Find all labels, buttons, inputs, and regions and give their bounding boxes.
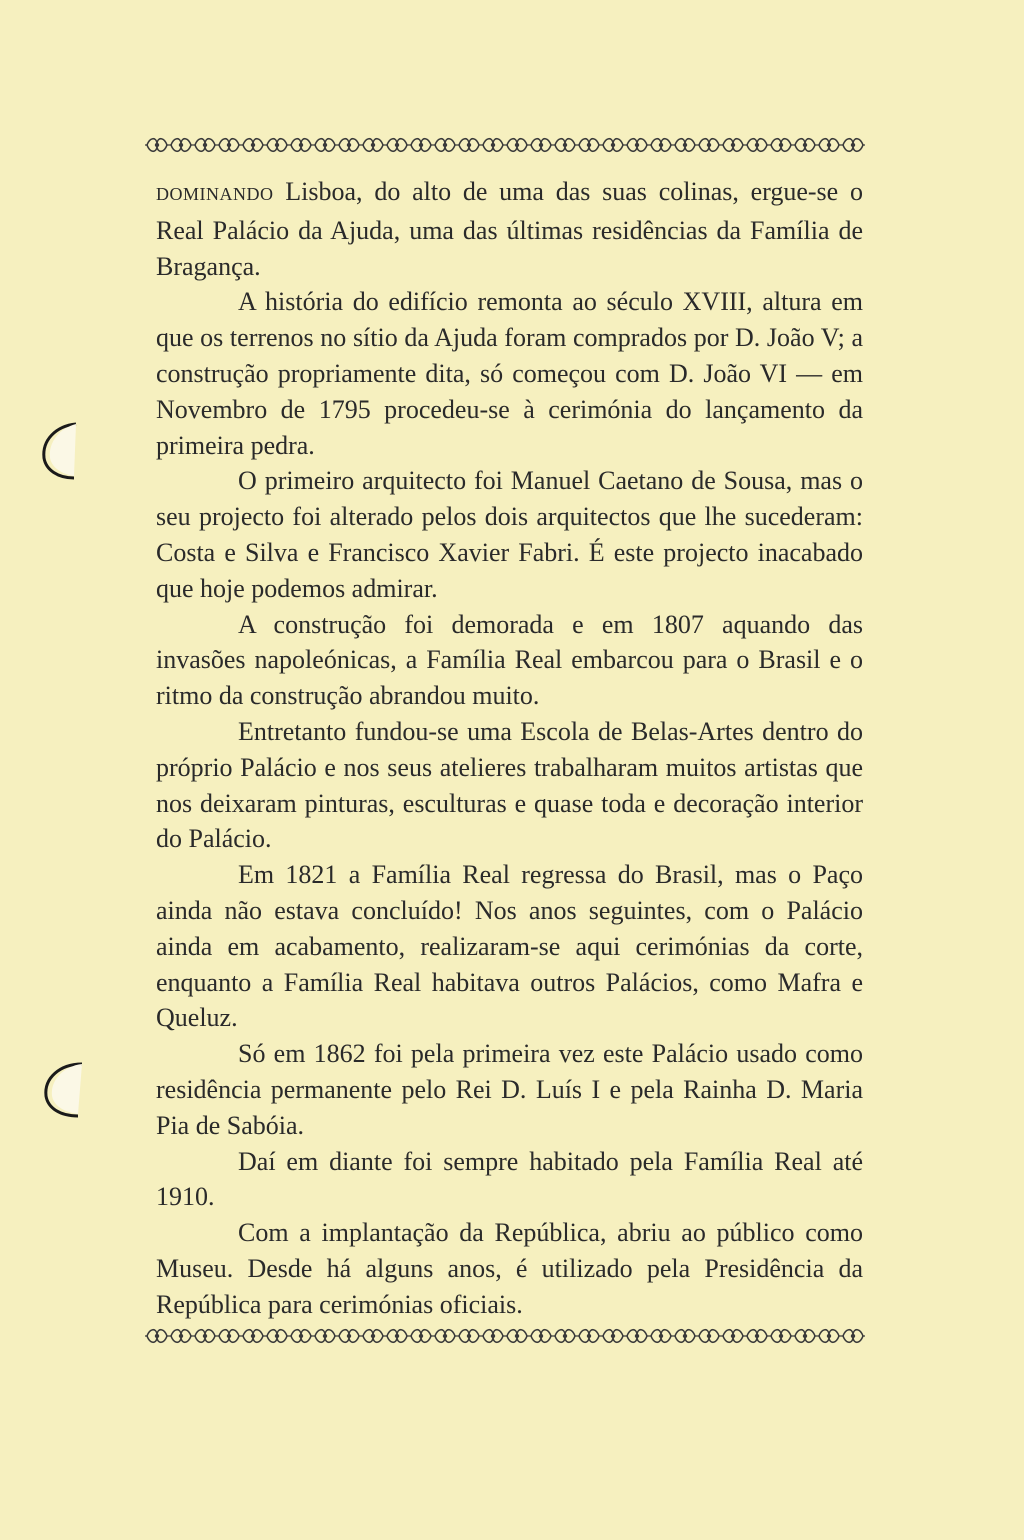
floral-border-ornament-top-icon (145, 134, 865, 156)
paragraph-9: Com a implantação da República, abriu ao público como Museu. Desde há alguns anos, é utilizado pela Presidência da República para cerimónias oficiais. (156, 1218, 863, 1319)
punched-hole-icon (34, 420, 80, 480)
lead-word: DOMINANDO (156, 184, 274, 204)
body-text (156, 174, 863, 1323)
paragraph-4: A construção foi demorada e em 1807 aquando das invasões napoleónicas, a Família Real embarcou para o Brasil e o ritmo da construção abrandou muito. (156, 609, 863, 711)
floral-border-ornament-bottom-icon (145, 1325, 865, 1347)
paragraph-6: Em 1821 a Família Real regressa do Brasil, mas o Paço ainda não estava concluído! Nos anos seguintes, com o Palácio ainda em acabamento, realizaram-se aqui cerimónias da corte, enquanto a Família Real habitava outros Palácios, como Mafra e Queluz. (156, 860, 863, 1033)
paragraph-text: Lisboa, do alto de uma das suas colinas, ergue-se o Real Palácio da Ajuda, uma das últimas residências da Família de Bragança. (156, 177, 863, 281)
punched-hole-icon (38, 1058, 84, 1118)
paragraph-1 (156, 174, 863, 284)
paragraph-8: Daí em diante foi sempre habitado pela Família Real até 1910. (156, 1146, 863, 1212)
paragraph-3: O primeiro arquitecto foi Manuel Caetano de Sousa, mas o seu projecto foi alterado pelos dois arquitectos que lhe sucederam: Costa e Silva e Francisco Xavier Fabri. É este projecto inacabado que hoje podemos admirar. (156, 466, 863, 603)
paragraph-7: Só em 1862 foi pela primeira vez este Palácio usado como residência permanente pelo Rei D. Luís I e pela Rainha D. Maria Pia de Sabóia. (156, 1039, 863, 1140)
paragraph-5: Entretanto fundou-se uma Escola de Belas-Artes dentro do próprio Palácio e nos seus atelieres trabalharam muitos artistas que nos deixaram pinturas, esculturas e quase toda e decoração interior do Palácio. (156, 716, 863, 854)
paragraph-2: A história do edifício remonta ao século XVIII, altura em que os terrenos no sítio da Ajuda foram comprados por D. João V; a construção propriamente dita, só começou com D. João VI — em Novembro de 1795 procedeu-se à cerimónia do lançamento da primeira pedra. (156, 287, 863, 460)
